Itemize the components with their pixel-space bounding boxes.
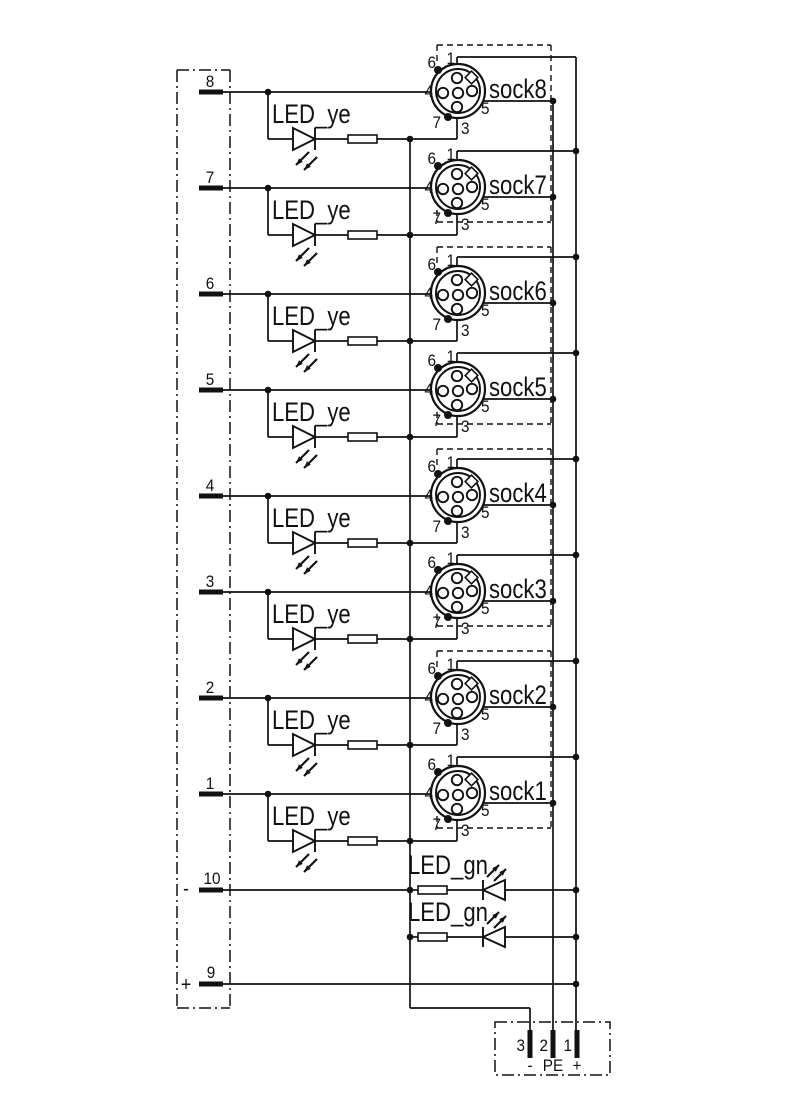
led-ye-label bbox=[272, 100, 351, 130]
led-ye-label bbox=[272, 504, 351, 534]
socket-pin bbox=[453, 588, 463, 598]
socket-pin bbox=[438, 184, 448, 194]
terminal-number-text: 6 bbox=[205, 274, 215, 294]
socket-name bbox=[489, 277, 547, 307]
pin-label-3-text: 3 bbox=[461, 821, 470, 841]
pin-label-5-text: 5 bbox=[481, 397, 490, 417]
led-ye-label-text: LED_ye bbox=[272, 504, 351, 534]
pin-label-3 bbox=[461, 725, 470, 744]
pin-label-5-text: 5 bbox=[481, 801, 490, 821]
pin-label-3 bbox=[461, 215, 470, 234]
pin-label-6 bbox=[427, 457, 436, 476]
pin-label-3-text: 3 bbox=[461, 119, 470, 139]
pin-label-6-text: 6 bbox=[427, 659, 436, 679]
junction-dot bbox=[265, 695, 272, 702]
socket-pin bbox=[467, 288, 477, 298]
socket-pin bbox=[453, 290, 463, 300]
pin-label-7-text: 7 bbox=[432, 113, 441, 133]
socket-pin bbox=[467, 586, 477, 596]
pin-label-3 bbox=[461, 821, 470, 840]
pin-label-5-text: 5 bbox=[481, 99, 490, 119]
led-ye-label-text: LED_ye bbox=[272, 706, 351, 736]
pin-label-3 bbox=[461, 619, 470, 638]
bottom-terminal-sign bbox=[573, 1056, 582, 1075]
led-ye-label-text: LED_ye bbox=[272, 100, 351, 130]
socket-name-text: sock3 bbox=[489, 575, 547, 605]
terminal-bar bbox=[199, 982, 223, 987]
terminal-number bbox=[206, 774, 215, 793]
terminal-number-text: 4 bbox=[205, 476, 215, 496]
pin-label-7-text: 7 bbox=[432, 517, 441, 537]
junction-dot bbox=[265, 291, 272, 298]
pin-label-4 bbox=[424, 82, 433, 101]
pin-label-6 bbox=[427, 255, 436, 274]
terminal-number bbox=[206, 572, 215, 591]
pin-label-6 bbox=[427, 53, 436, 72]
junction-dot bbox=[573, 658, 580, 665]
junction-dot bbox=[573, 934, 580, 941]
pin-label-4 bbox=[424, 486, 433, 505]
pin-label-3 bbox=[461, 321, 470, 340]
terminal-number bbox=[203, 869, 220, 888]
terminal-number-text: 1 bbox=[205, 774, 215, 794]
led-ye-label-text: LED_ye bbox=[272, 600, 351, 630]
socket-name-text: sock6 bbox=[489, 277, 547, 307]
terminal-bar bbox=[199, 888, 223, 893]
pin-label-1-text: 1 bbox=[446, 251, 455, 271]
junction-dot bbox=[573, 148, 580, 155]
socket-pin bbox=[467, 182, 477, 192]
terminal-number-text: 10 bbox=[203, 869, 221, 889]
bottom-terminal-sign-text: + bbox=[572, 1056, 582, 1076]
terminal-number bbox=[206, 274, 215, 293]
resistor bbox=[348, 837, 377, 845]
pin-label-6-text: 6 bbox=[427, 53, 436, 73]
pin-label-7 bbox=[432, 719, 441, 738]
bottom-terminal-sign-text: - bbox=[527, 1056, 533, 1076]
pin-label-4-text: 4 bbox=[424, 178, 433, 198]
terminal-number bbox=[206, 370, 215, 389]
pin-label-4 bbox=[424, 178, 433, 197]
led-ye-label bbox=[272, 706, 351, 736]
pin7-contact-dot bbox=[444, 209, 452, 217]
junction-dot bbox=[407, 434, 414, 441]
pin-label-4-text: 4 bbox=[424, 380, 433, 400]
terminal-number bbox=[206, 476, 215, 495]
pin-label-6 bbox=[427, 659, 436, 678]
pin-label-5-text: 5 bbox=[481, 503, 490, 523]
pin-label-3 bbox=[461, 119, 470, 138]
pin-label-6 bbox=[427, 149, 436, 168]
junction-dot bbox=[550, 598, 557, 605]
pin-label-4-text: 4 bbox=[424, 784, 433, 804]
pin-label-6-text: 6 bbox=[427, 553, 436, 573]
led-gn-label bbox=[408, 898, 488, 928]
junction-dot bbox=[265, 493, 272, 500]
junction-dot bbox=[550, 194, 557, 201]
pin7-contact-dot bbox=[444, 315, 452, 323]
socket-pin bbox=[452, 477, 462, 487]
pin-label-4-text: 4 bbox=[424, 688, 433, 708]
socket-name-text: sock1 bbox=[489, 777, 547, 807]
resistor bbox=[348, 135, 377, 143]
socket-pin bbox=[452, 775, 462, 785]
led-ye-label-text: LED_ye bbox=[272, 196, 351, 226]
socket-pin bbox=[452, 73, 462, 83]
bottom-terminal-bar bbox=[528, 1030, 533, 1058]
pin-label-6-text: 6 bbox=[427, 149, 436, 169]
pin-label-7 bbox=[432, 209, 441, 228]
pin-label-5-text: 5 bbox=[481, 705, 490, 725]
pin-label-3-text: 3 bbox=[461, 725, 470, 745]
pin-label-3-text: 3 bbox=[461, 523, 470, 543]
socket-pin bbox=[438, 790, 448, 800]
junction-dot bbox=[550, 98, 557, 105]
socket-pin bbox=[467, 86, 477, 96]
pin-label-7-text: 7 bbox=[432, 411, 441, 431]
socket-name-text: sock7 bbox=[489, 171, 547, 201]
pin-label-6-text: 6 bbox=[427, 755, 436, 775]
socket-name bbox=[489, 171, 547, 201]
terminal-number-text: 2 bbox=[205, 678, 215, 698]
pin-label-6-text: 6 bbox=[427, 457, 436, 477]
junction-dot bbox=[407, 742, 414, 749]
pin-label-1 bbox=[446, 251, 455, 270]
socket-name bbox=[489, 777, 547, 807]
pin-label-5-text: 5 bbox=[481, 301, 490, 321]
led-ye-label-text: LED_ye bbox=[272, 302, 351, 332]
junction-dot bbox=[573, 350, 580, 357]
socket-pin bbox=[452, 198, 462, 208]
pin-label-1 bbox=[446, 751, 455, 770]
terminal-number-text: 3 bbox=[205, 572, 215, 592]
junction-dot bbox=[407, 934, 414, 941]
junction-dot bbox=[573, 552, 580, 559]
bottom-terminal-number bbox=[563, 1036, 572, 1055]
terminal-number-text: 5 bbox=[205, 370, 215, 390]
junction-dot bbox=[573, 456, 580, 463]
terminal-sign-text: - bbox=[182, 878, 190, 901]
junction-dot bbox=[550, 704, 557, 711]
pin-label-4 bbox=[424, 582, 433, 601]
socket-pin bbox=[438, 290, 448, 300]
pin-label-7-text: 7 bbox=[432, 209, 441, 229]
pin7-contact-dot bbox=[444, 815, 452, 823]
bottom-terminal-number-text: 1 bbox=[563, 1036, 572, 1056]
pin-label-7 bbox=[432, 315, 441, 334]
socket-pin bbox=[438, 588, 448, 598]
terminal-number-text: 8 bbox=[205, 72, 215, 92]
led-gn-label-text: LED_gn bbox=[408, 851, 488, 881]
pin-label-3-text: 3 bbox=[461, 215, 470, 235]
junction-dot bbox=[265, 89, 272, 96]
pin-label-7 bbox=[432, 411, 441, 430]
bottom-terminal-bar bbox=[575, 1030, 580, 1058]
socket-pin bbox=[438, 492, 448, 502]
pin-label-1 bbox=[446, 145, 455, 164]
socket-name-text: sock2 bbox=[489, 681, 547, 711]
pin-label-7 bbox=[432, 815, 441, 834]
terminal-sign bbox=[183, 878, 189, 900]
bottom-terminal-sign bbox=[527, 1056, 532, 1075]
socket-pin bbox=[452, 573, 462, 583]
socket-pin bbox=[452, 400, 462, 410]
socket-pin bbox=[452, 169, 462, 179]
socket-pin bbox=[453, 88, 463, 98]
pin-label-3-text: 3 bbox=[461, 619, 470, 639]
junction-dot bbox=[550, 502, 557, 509]
pin-label-6-text: 6 bbox=[427, 351, 436, 371]
pin7-contact-dot bbox=[444, 613, 452, 621]
resistor bbox=[418, 886, 447, 894]
pin-label-1 bbox=[446, 549, 455, 568]
bottom-terminal-number bbox=[516, 1036, 525, 1055]
socket-pin bbox=[452, 602, 462, 612]
pin-label-5-text: 5 bbox=[481, 195, 490, 215]
bottom-terminal-number-text: 2 bbox=[539, 1036, 548, 1056]
pin-label-6 bbox=[427, 553, 436, 572]
pin-label-7-text: 7 bbox=[432, 719, 441, 739]
pin-label-4 bbox=[424, 284, 433, 303]
terminal-number bbox=[206, 72, 215, 91]
socket-name bbox=[489, 75, 547, 105]
terminal-number bbox=[207, 963, 216, 982]
pin-label-4-text: 4 bbox=[424, 582, 433, 602]
bottom-terminal-sign bbox=[543, 1056, 564, 1075]
bottom-terminal-sign-text: PE bbox=[542, 1056, 564, 1076]
junction-dot bbox=[407, 338, 414, 345]
socket-name-text: sock4 bbox=[489, 479, 547, 509]
junction-dot bbox=[407, 232, 414, 239]
socket-pin bbox=[452, 371, 462, 381]
socket-pin bbox=[452, 708, 462, 718]
pin-label-7 bbox=[432, 613, 441, 632]
socket-pin bbox=[452, 804, 462, 814]
socket-name bbox=[489, 681, 547, 711]
led-ye-label-text: LED_ye bbox=[272, 398, 351, 428]
terminal-number-text: 9 bbox=[206, 963, 216, 983]
led-gn-label-text: LED_gn bbox=[408, 898, 488, 928]
junction-dot bbox=[407, 136, 414, 143]
resistor bbox=[348, 231, 377, 239]
socket-pin bbox=[438, 694, 448, 704]
junction-dot bbox=[573, 887, 580, 894]
pin-label-1-text: 1 bbox=[446, 549, 455, 569]
pin-label-3-text: 3 bbox=[461, 321, 470, 341]
pin-label-1 bbox=[446, 655, 455, 674]
socket-pin bbox=[453, 184, 463, 194]
junction-dot bbox=[573, 754, 580, 761]
pin-label-4-text: 4 bbox=[424, 486, 433, 506]
terminal-sign bbox=[181, 974, 192, 996]
junction-dot bbox=[265, 589, 272, 596]
led-gn-label bbox=[408, 851, 488, 881]
pin-label-1-text: 1 bbox=[446, 49, 455, 69]
junction-dot bbox=[265, 185, 272, 192]
pin-label-4 bbox=[424, 688, 433, 707]
pin-label-7-text: 7 bbox=[432, 815, 441, 835]
resistor bbox=[348, 433, 377, 441]
bottom-terminal-number-text: 3 bbox=[516, 1036, 525, 1056]
pin-label-3-text: 3 bbox=[461, 417, 470, 437]
junction-dot bbox=[550, 300, 557, 307]
socket-pin bbox=[453, 790, 463, 800]
pin-label-3 bbox=[461, 417, 470, 436]
resistor bbox=[348, 539, 377, 547]
led-ye-label bbox=[272, 196, 351, 226]
pin7-contact-dot bbox=[444, 411, 452, 419]
socket-pin bbox=[453, 694, 463, 704]
led-ye-label-text: LED_ye bbox=[272, 802, 351, 832]
socket-name-text: sock8 bbox=[489, 75, 547, 105]
socket-name bbox=[489, 479, 547, 509]
junction-dot bbox=[573, 254, 580, 261]
pin-label-1-text: 1 bbox=[446, 347, 455, 367]
pin-label-7-text: 7 bbox=[432, 315, 441, 335]
socket-pin bbox=[452, 506, 462, 516]
socket-pin bbox=[438, 88, 448, 98]
socket-pin bbox=[452, 102, 462, 112]
pin-label-6-text: 6 bbox=[427, 255, 436, 275]
terminal-sign-text: + bbox=[180, 974, 192, 997]
resistor bbox=[348, 741, 377, 749]
terminal-number bbox=[206, 168, 215, 187]
terminal-number-text: 7 bbox=[205, 168, 215, 188]
led-ye-label bbox=[272, 600, 351, 630]
resistor bbox=[348, 337, 377, 345]
led-ye-label bbox=[272, 802, 351, 832]
socket-pin bbox=[453, 386, 463, 396]
socket-pin bbox=[452, 679, 462, 689]
socket-pin bbox=[467, 692, 477, 702]
pin-label-1 bbox=[446, 49, 455, 68]
socket-pin bbox=[467, 384, 477, 394]
socket-pin bbox=[467, 788, 477, 798]
pin-label-4-text: 4 bbox=[424, 284, 433, 304]
socket-pin bbox=[438, 386, 448, 396]
junction-dot bbox=[265, 791, 272, 798]
pin-label-7 bbox=[432, 113, 441, 132]
pin-label-4 bbox=[424, 380, 433, 399]
socket-pin bbox=[467, 490, 477, 500]
socket-pin bbox=[452, 275, 462, 285]
pin7-contact-dot bbox=[444, 517, 452, 525]
pin-label-7-text: 7 bbox=[432, 613, 441, 633]
socket-name bbox=[489, 373, 547, 403]
pin-label-6 bbox=[427, 755, 436, 774]
terminal-number bbox=[206, 678, 215, 697]
pin-label-1-text: 1 bbox=[446, 145, 455, 165]
pin-label-4 bbox=[424, 784, 433, 803]
pin-label-1-text: 1 bbox=[446, 655, 455, 675]
bottom-terminal-bar bbox=[551, 1030, 556, 1058]
junction-dot bbox=[407, 540, 414, 547]
pin-label-7 bbox=[432, 517, 441, 536]
junction-dot bbox=[265, 387, 272, 394]
socket-name-text: sock5 bbox=[489, 373, 547, 403]
junction-dot bbox=[407, 838, 414, 845]
pin-label-3 bbox=[461, 523, 470, 542]
pin-label-1 bbox=[446, 347, 455, 366]
resistor bbox=[348, 635, 377, 643]
pin-label-1-text: 1 bbox=[446, 751, 455, 771]
pin7-contact-dot bbox=[444, 113, 452, 121]
junction-dot bbox=[573, 981, 580, 988]
led-ye-label bbox=[272, 398, 351, 428]
socket-name bbox=[489, 575, 547, 605]
junction-dot bbox=[550, 396, 557, 403]
bottom-terminal-number bbox=[539, 1036, 548, 1055]
socket-pin bbox=[453, 492, 463, 502]
pin-label-5-text: 5 bbox=[481, 599, 490, 619]
pin-label-4-text: 4 bbox=[424, 82, 433, 102]
resistor bbox=[418, 933, 447, 941]
socket-pin bbox=[452, 304, 462, 314]
pin-label-6 bbox=[427, 351, 436, 370]
junction-dot bbox=[407, 636, 414, 643]
led-ye-label bbox=[272, 302, 351, 332]
pin7-contact-dot bbox=[444, 719, 452, 727]
pin-label-1 bbox=[446, 453, 455, 472]
pin-label-1-text: 1 bbox=[446, 453, 455, 473]
junction-dot bbox=[407, 887, 414, 894]
junction-dot bbox=[550, 800, 557, 807]
